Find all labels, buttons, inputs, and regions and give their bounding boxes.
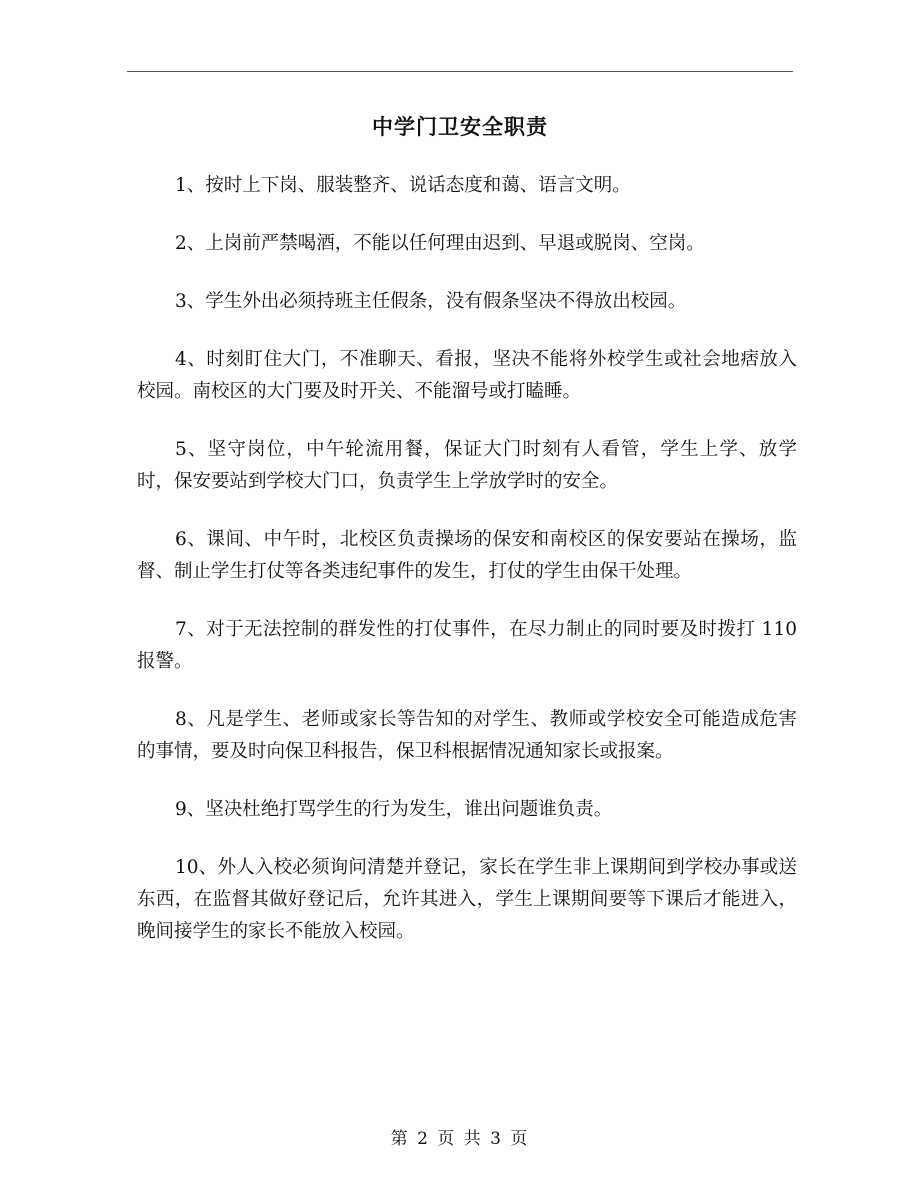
paragraph-7: 7、对于无法控制的群发性的打仗事件，在尽力制止的同时要及时拨打 110 报警。 [137, 619, 797, 672]
paragraph-3: 3、学生外出必须持班主任假条，没有假条坚决不得放出校园。 [175, 291, 687, 312]
paragraph-5: 5、坚守岗位，中午轮流用餐，保证大门时刻有人看管，学生上学、放学时，保安要站到学校大门口，负责学生上学放学时的安全。 [137, 439, 797, 492]
paragraph-9: 9、坚决杜绝打骂学生的行为发生，谁出问题谁负责。 [175, 799, 613, 820]
page-title: 中学门卫安全职责 [372, 114, 548, 139]
document-body [137, 170, 797, 974]
paragraph-6: 6、课间、中午时，北校区负责操场的保安和南校区的保安要站在操场，监督、制止学生打仗等各类违纪事件的发生，打仗的学生由保干处理。 [137, 529, 797, 582]
header-divider [127, 71, 793, 72]
paragraph-8: 8、凡是学生、老师或家长等告知的对学生、教师或学校安全可能造成危害的事情，要及时向保卫科报告，保卫科根据情况通知家长或报案。 [137, 709, 797, 762]
paragraph-2: 2、上岗前严禁喝酒，不能以任何理由迟到、早退或脱岗、空岗。 [175, 233, 705, 254]
paragraph-10: 10、外人入校必须询问清楚并登记，家长在学生非上课期间到学校办事或送东西，在监督其做好登记后，允许其进入，学生上课期间要等下课后才能进入，晚间接学生的家长不能放入校园。 [137, 857, 797, 942]
paragraph-1: 1、按时上下岗、服装整齐、说话态度和蔼、语言文明。 [175, 175, 631, 196]
paragraph-4: 4、时刻盯住大门，不准聊天、看报，坚决不能将外校学生或社会地痞放入校园。南校区的大门要及时开关、不能溜号或打瞌睡。 [137, 349, 797, 402]
page-number-footer: 第 2 页 共 3 页 [390, 1129, 530, 1149]
